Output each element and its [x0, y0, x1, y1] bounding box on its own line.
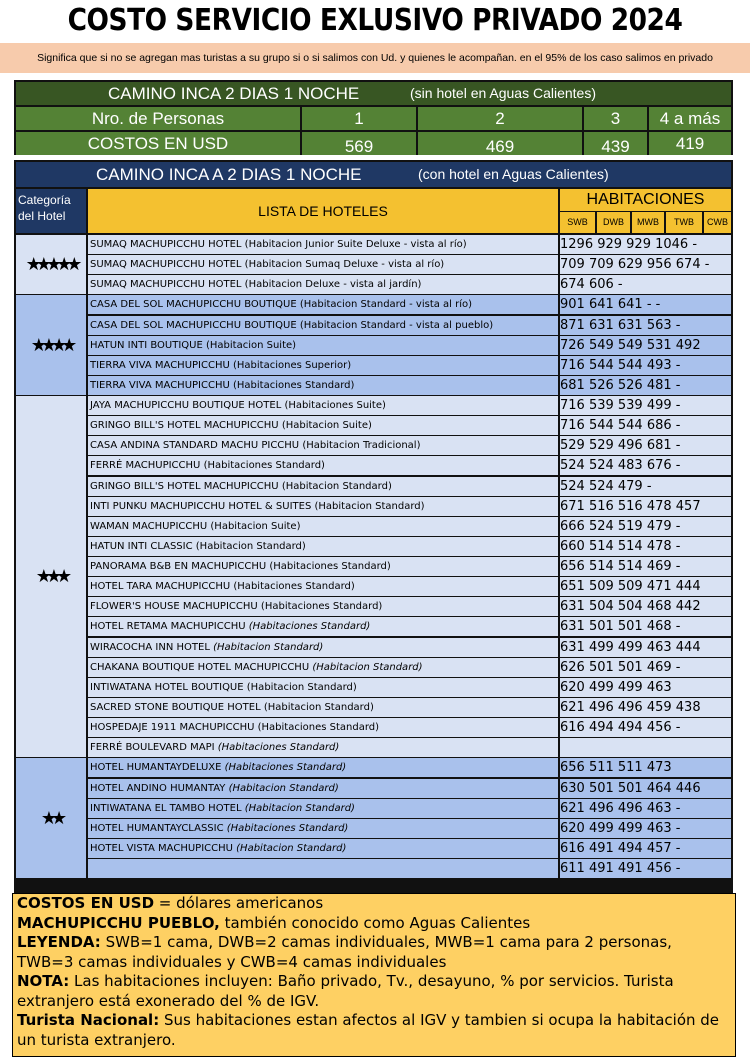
- hotel-room-type: (Habitacion Standard): [281, 480, 392, 492]
- hotel-name: [88, 376, 558, 395]
- hotel-room-type: (Habitacion Tradicional): [302, 440, 421, 452]
- costs-row: [16, 132, 731, 155]
- hotel-name-text: HOTEL TARA MACHUPICCHU: [90, 581, 231, 593]
- hotel-row: [88, 738, 731, 757]
- hotel-row: [88, 517, 731, 536]
- hotel-prices: 611 491 491 456 -: [560, 859, 731, 878]
- hotel-name-text: HATUN INTI CLASSIC: [90, 540, 193, 552]
- hotel-row: [88, 295, 731, 314]
- hotel-prices: 524 524 483 676 -: [560, 456, 731, 475]
- persons-2: 2: [418, 107, 582, 130]
- room-type-cwb: CWB: [704, 212, 731, 233]
- hotel-prices: 631 501 501 468 -: [560, 617, 731, 636]
- hotel-prices: 621 496 496 459 438: [560, 698, 731, 717]
- hotel-name: [88, 698, 558, 717]
- hotel-name-text: SUMAQ MACHUPICCHU HOTEL: [90, 279, 242, 291]
- hotel-prices: 620 499 499 463: [560, 678, 731, 697]
- hotel-prices: 716 539 539 499 -: [560, 396, 731, 415]
- hotel-prices: 656 514 514 469 -: [560, 557, 731, 576]
- category-stars: [16, 758, 86, 878]
- hotel-room-type: (Habitacion Standard): [246, 681, 357, 693]
- hotel-name-text: GRINGO BILL'S HOTEL MACHUPICCHU: [90, 420, 279, 432]
- hotel-row: [88, 235, 731, 254]
- hotel-row: [88, 416, 731, 435]
- hotel-prices: 716 544 544 493 -: [560, 356, 731, 375]
- hotel-row: [88, 316, 731, 335]
- category-stars: [16, 396, 86, 757]
- hotel-row: [88, 497, 731, 516]
- cost-3: 439: [584, 132, 647, 155]
- star-icon: ★★★: [35, 566, 67, 588]
- hotel-name-text: SACRED STONE BOUTIQUE HOTEL: [90, 701, 261, 713]
- hotel-name-text: SUMAQ MACHUPICCHU HOTEL: [90, 239, 242, 250]
- hotel-room-type: (Habitacion Standard): [314, 500, 425, 512]
- persons-row: [16, 107, 731, 130]
- hotel-name: [88, 557, 558, 576]
- hotel-prices: 630 501 501 464 446: [560, 779, 731, 798]
- hotel-prices: 656 511 511 473: [560, 758, 731, 777]
- hotel-prices: 616 491 494 457 -: [560, 839, 731, 858]
- costs-label: COSTOS EN USD: [16, 132, 300, 155]
- note-label: Turista Nacional:: [17, 1011, 160, 1029]
- hotel-prices: 631 499 499 463 444: [560, 638, 731, 657]
- room-type-mwb: MWB: [632, 212, 664, 233]
- hotel-name-text: FLOWER'S HOUSE MACHUPICCHU: [90, 601, 258, 613]
- note-text: también conocido como Aguas Calientes: [219, 913, 531, 932]
- note-line: [13, 1011, 735, 1050]
- hotel-room-type: (Habitacion Standard): [213, 641, 324, 653]
- hotel-name-text: JAYA MACHUPICCHU BOUTIQUE HOTEL: [90, 400, 282, 412]
- hotel-name-text: INTIWATANA HOTEL BOUTIQUE: [90, 681, 244, 693]
- hotel-room-type: (Habitacion Standard): [312, 661, 423, 673]
- hotel-list-header: LISTA DE HOTELES: [88, 189, 558, 233]
- note-line: [13, 894, 735, 914]
- table-without-hotel-note: (sin hotel en Aguas Calientes): [410, 85, 596, 101]
- hotel-prices: 524 524 479 -: [560, 477, 731, 496]
- table-without-hotel-header: [16, 82, 731, 105]
- hotel-name-text: HOTEL HUMANTAYCLASSIC: [90, 822, 224, 834]
- hotel-name-text: CASA DEL SOL MACHUPICCHU BOUTIQUE: [90, 319, 297, 331]
- hotel-room-type: (Habitacion Standard): [244, 802, 355, 814]
- hotel-room-type: (Habitacion Standard - vista al río): [299, 299, 473, 311]
- hotel-prices: 620 499 499 463 -: [560, 819, 731, 838]
- hotel-room-type: (Habitaciones Standard): [226, 822, 349, 834]
- hotel-name-text: HOTEL HUMANTAYDELUXE: [90, 762, 222, 774]
- hotel-prices: 671 516 516 478 457: [560, 497, 731, 516]
- hotel-prices: 681 526 526 481 -: [560, 376, 731, 395]
- hotel-prices: 660 514 514 478 -: [560, 537, 731, 556]
- hotel-name: [88, 617, 558, 636]
- hotel-name-text: TIERRA VIVA MACHUPICCHU: [90, 359, 230, 371]
- hotel-name: [88, 819, 558, 838]
- hotel-name-text: FERRÉ BOULEVARD MAPI: [90, 742, 215, 754]
- hotel-room-type: (Habitaciones Standard): [232, 379, 355, 391]
- hotel-room-type: (Habitacion Standard): [263, 701, 374, 713]
- hotel-name: [88, 336, 558, 355]
- hotel-name-text: INTIWATANA EL TAMBO HOTEL: [90, 802, 242, 814]
- hotel-room-type: (Habitaciones Standard): [203, 460, 325, 472]
- hotel-row: [88, 255, 731, 274]
- hotel-name: [88, 456, 558, 475]
- hotel-name: [88, 295, 558, 314]
- hotel-room-type: (Habitaciones Suite): [284, 400, 386, 412]
- table-without-hotel: [14, 80, 733, 155]
- hotel-room-type: (Habitacion Standard - vista al pueblo): [299, 319, 494, 331]
- hotel-name: [88, 477, 558, 496]
- hotel-name: [88, 396, 558, 415]
- hotel-room-type: (Habitacion Suite): [210, 520, 301, 532]
- hotel-room-type: (Habitacion Deluxe - vista al jardín): [244, 279, 422, 291]
- table-with-hotel-header: [16, 162, 731, 187]
- persons-1: 1: [302, 107, 416, 130]
- hotel-room-type: (Habitaciones Standard): [224, 762, 347, 774]
- hotel-prices: 709 709 629 956 674 -: [560, 255, 731, 274]
- hotel-name-text: HOTEL ANDINO HUMANTAY: [90, 782, 226, 794]
- hotel-room-type: (Habitaciones Standard): [233, 581, 355, 593]
- hotel-row: [88, 819, 731, 838]
- hotel-name: [88, 255, 558, 274]
- hotel-name-text: HATUN INTI BOUTIQUE: [90, 339, 203, 351]
- note-line: [13, 933, 735, 972]
- hotel-prices: 666 524 519 479 -: [560, 517, 731, 536]
- table-with-hotel-note: (con hotel en Aguas Calientes): [418, 166, 609, 182]
- hotel-name: [88, 859, 558, 878]
- hotel-prices: 616 494 494 456 -: [560, 718, 731, 737]
- hotel-name: [88, 758, 558, 777]
- hotel-name: [88, 537, 558, 556]
- persons-label: Nro. de Personas: [16, 107, 300, 130]
- hotel-name: [88, 275, 558, 294]
- hotel-row: [88, 456, 731, 475]
- hotel-name: [88, 497, 558, 516]
- hotel-room-type: (Habitacion Junior Suite Deluxe - vista al río): [244, 239, 467, 250]
- hotel-prices: 726 549 549 531 492: [560, 336, 731, 355]
- hotel-row: [88, 638, 731, 657]
- hotel-room-type: (Habitaciones Superior): [232, 359, 352, 371]
- hotel-room-type: (Habitaciones Standard): [260, 601, 383, 613]
- room-type-twb: TWB: [666, 212, 702, 233]
- rooms-header: HABITACIONES: [560, 189, 731, 211]
- note-text: = dólares americanos: [154, 894, 324, 912]
- hotel-row: [88, 537, 731, 556]
- note-text: SWB=1 cama, DWB=2 camas individuales, MWB=1 cama para 2 personas, TWB=3 camas individuales y CWB=4 camas individuales: [17, 933, 672, 971]
- hotel-prices: 651 509 509 471 444: [560, 577, 731, 596]
- hotel-name: [88, 658, 558, 677]
- hotel-room-type: (Habitacion Standard): [195, 540, 306, 552]
- hotel-name: [88, 839, 558, 858]
- hotel-name-text: INTI PUNKU MACHUPICCHU HOTEL & SUITES: [90, 500, 312, 512]
- hotel-name: [88, 597, 558, 616]
- cost-1: 569: [302, 132, 416, 155]
- hotel-room-type: (Habitacion Standard): [236, 842, 347, 854]
- note-label: LEYENDA:: [17, 933, 101, 951]
- hotel-name: [88, 356, 558, 375]
- hotel-row: [88, 678, 731, 697]
- cost-4: 419: [649, 132, 731, 155]
- hotel-prices: 871 631 631 563 -: [560, 316, 731, 335]
- hotel-room-type: (Habitaciones Standard): [248, 621, 371, 633]
- category-stars: [16, 295, 86, 395]
- hotel-name: [88, 738, 558, 757]
- table-with-hotel: [14, 160, 733, 893]
- hotel-name: [88, 678, 558, 697]
- hotel-name-text: HOTEL VISTA MACHUPICCHU: [90, 842, 233, 854]
- hotel-name: [88, 517, 558, 536]
- hotel-row: [88, 376, 731, 395]
- room-type-swb: SWB: [560, 212, 595, 233]
- hotel-name-text: SUMAQ MACHUPICCHU HOTEL: [90, 259, 242, 271]
- star-icon: ★★: [40, 807, 62, 829]
- hotel-name: [88, 577, 558, 596]
- hotel-room-type: (Habitacion Suite): [205, 339, 297, 351]
- hotel-prices: 529 529 496 681 -: [560, 436, 731, 455]
- star-icon: ★★★★: [30, 334, 72, 356]
- note-text: Sus habitaciones estan afectos al IGV y tambien si ocupa la habitación de un turista extranjero.: [17, 1011, 720, 1049]
- hotel-row: [88, 658, 731, 677]
- note-line: [13, 972, 735, 1011]
- hotel-row: [88, 698, 731, 717]
- hotel-name-text: CHAKANA BOUTIQUE HOTEL MACHUPICCHU: [90, 661, 310, 673]
- hotel-prices: 674 606 -: [560, 275, 731, 294]
- hotel-name: [88, 416, 558, 435]
- note-line: [13, 914, 735, 934]
- notes-box: [12, 893, 736, 1057]
- page-subtitle: Significa que si no se agregan mas turistas a su grupo si o si salimos con Ud. y quienes le acompañan. en el 95% de los caso salimos en privado: [0, 43, 750, 73]
- hotel-row: [88, 758, 731, 777]
- persons-3: 3: [584, 107, 647, 130]
- hotel-name: [88, 316, 558, 335]
- hotel-row: [88, 336, 731, 355]
- hotel-name: [88, 779, 558, 798]
- hotel-row: [88, 799, 731, 818]
- hotel-room-type: (Habitaciones Standard): [269, 561, 391, 573]
- persons-4: 4 a más: [649, 107, 731, 130]
- hotel-prices: [560, 738, 731, 757]
- hotel-name-text: WAMAN MACHUPICCHU: [90, 520, 208, 532]
- page-title: COSTO SERVICIO EXLUSIVO PRIVADO 2024: [67, 3, 683, 38]
- hotel-row: [88, 779, 731, 798]
- hotel-prices: 901 641 641 - -: [560, 295, 731, 314]
- hotel-row: [88, 557, 731, 576]
- hotel-name-text: GRINGO BILL'S HOTEL MACHUPICCHU: [90, 480, 279, 492]
- hotel-row: [88, 839, 731, 858]
- hotel-name-text: TIERRA VIVA MACHUPICCHU: [90, 379, 230, 391]
- hotel-name: [88, 436, 558, 455]
- hotel-row: [88, 597, 731, 616]
- hotel-name-text: HOTEL RETAMA MACHUPICCHU: [90, 621, 246, 633]
- note-label: NOTA:: [17, 972, 70, 990]
- hotel-name-text: WIRACOCHA INN HOTEL: [90, 641, 210, 653]
- category-stars: [16, 235, 86, 294]
- hotel-row: [88, 356, 731, 375]
- table-without-hotel-title: CAMINO INCA 2 DIAS 1 NOCHE: [108, 84, 360, 103]
- hotel-row: [88, 718, 731, 737]
- hotel-row: [88, 275, 731, 294]
- hotel-prices: 716 544 544 686 -: [560, 416, 731, 435]
- table-with-hotel-title: CAMINO INCA A 2 DIAS 1 NOCHE: [96, 165, 362, 184]
- hotel-name-text: CASA DEL SOL MACHUPICCHU BOUTIQUE: [90, 299, 297, 311]
- hotel-room-type: (Habitacion Standard): [228, 782, 339, 794]
- hotel-room-type: (Habitacion Suite): [281, 420, 372, 432]
- hotel-row: [88, 436, 731, 455]
- hotel-row: [88, 396, 731, 415]
- hotel-room-type: (Habitacion Sumaq Deluxe - vista al río): [244, 259, 445, 271]
- hotel-room-type: (Habitaciones Standard): [217, 742, 340, 754]
- hotel-name-text: PANORAMA B&B EN MACHUPICCHU: [90, 561, 267, 573]
- hotel-prices: 621 496 496 463 -: [560, 799, 731, 818]
- hotel-name: [88, 718, 558, 737]
- hotel-name: [88, 799, 558, 818]
- hotel-name-text: HOSPEDAJE 1911 MACHUPICCHU: [90, 722, 255, 734]
- note-text: Las habitaciones incluyen: Baño privado, Tv., desayuno, % por servicios. Turista extranjero está exonerado del % de IGV.: [17, 972, 674, 1010]
- star-icon: ★★★★★: [25, 254, 77, 276]
- category-header: Categoría del Hotel: [16, 189, 86, 233]
- hotel-prices: 631 504 504 468 442: [560, 597, 731, 616]
- hotel-row: [88, 577, 731, 596]
- hotel-row: [88, 477, 731, 496]
- hotel-name: [88, 638, 558, 657]
- hotel-name-text: CASA ANDINA STANDARD MACHU PICCHU: [90, 440, 300, 452]
- hotel-prices: 1296 929 929 1046 -: [560, 235, 731, 254]
- note-label: MACHUPICCHU PUEBLO,: [17, 913, 220, 932]
- hotel-prices: 626 501 501 469 -: [560, 658, 731, 677]
- room-type-dwb: DWB: [597, 212, 630, 233]
- hotel-row: [88, 859, 731, 878]
- cost-2: 469: [418, 132, 582, 155]
- hotel-name: [88, 235, 558, 254]
- hotel-name-text: FERRÉ MACHUPICCHU: [90, 460, 201, 472]
- note-label: COSTOS EN USD: [17, 894, 155, 912]
- hotel-room-type: (Habitaciones Standard): [257, 722, 380, 734]
- hotel-row: [88, 617, 731, 636]
